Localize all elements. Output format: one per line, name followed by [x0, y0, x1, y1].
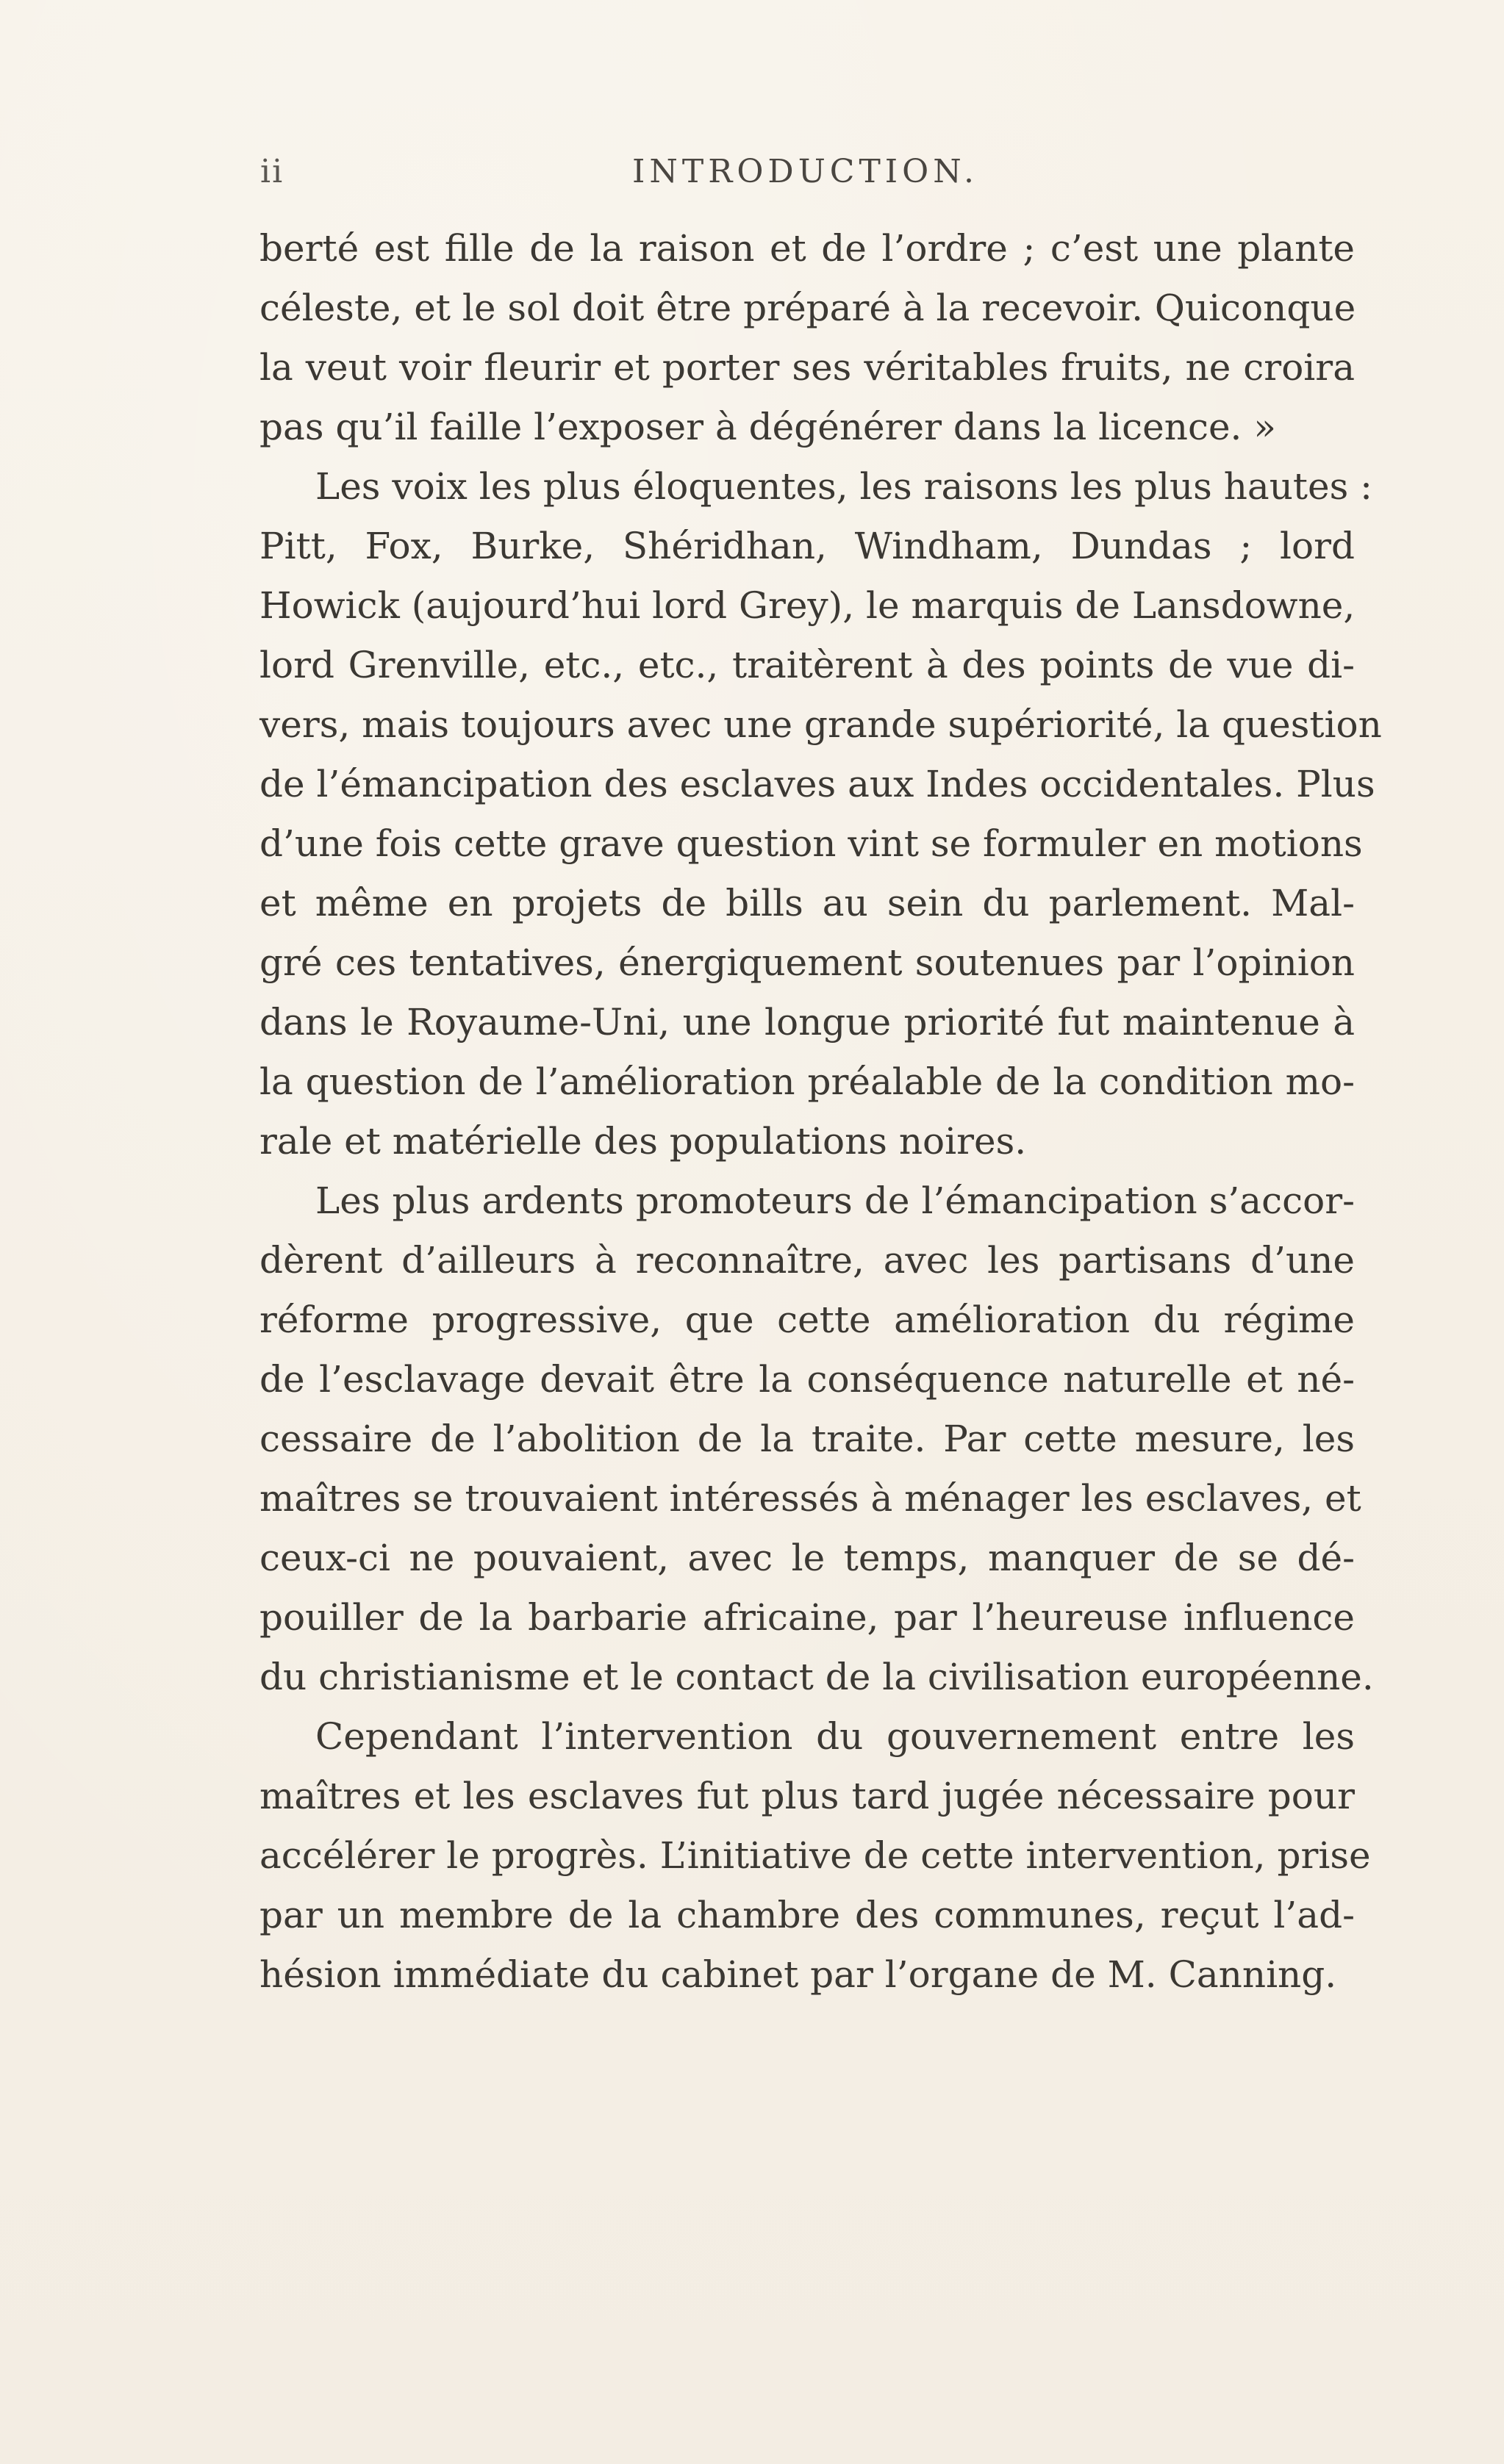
text-line: berté est fille de la raison et de l’ordre ; c’est une plante [259, 227, 1355, 270]
text-line: maîtres et les esclaves fut plus tard jugée nécessaire pour [259, 1775, 1355, 1817]
text-line: Les plus ardents promoteurs de l’émancipation s’accor- [315, 1179, 1355, 1222]
text-line: cessaire de l’abolition de la traite. Par cette mesure, les [259, 1418, 1355, 1460]
text-line: par un membre de la chambre des communes, reçut l’ad- [259, 1894, 1355, 1936]
text-line: hésion immédiate du cabinet par l’organe de M. Canning. [259, 1953, 1337, 1996]
text-line: la veut voir fleurir et porter ses véritables fruits, ne croira [259, 346, 1355, 389]
page-number: ii [260, 153, 284, 190]
text-line: la question de l’amélioration préalable de la condition mo- [259, 1060, 1355, 1103]
text-line: lord Grenville, etc., etc., traitèrent à des points de vue di- [259, 644, 1355, 686]
text-line: pas qu’il faille l’exposer à dégénérer dans la licence. » [259, 406, 1276, 448]
text-line: dans le Royaume-Uni, une longue priorité fut maintenue à [259, 1001, 1355, 1044]
text-line: accélérer le progrès. L’initiative de cette intervention, prise [259, 1834, 1371, 1877]
text-line: de l’esclavage devait être la conséquence naturelle et né- [259, 1358, 1355, 1401]
text-line: Les voix les plus éloquentes, les raisons les plus hautes : [315, 465, 1373, 508]
text-line: d’une fois cette grave question vint se formuler en motions [259, 822, 1363, 865]
text-line: céleste, et le sol doit être préparé à la recevoir. Quiconque [259, 287, 1356, 329]
text-line: et même en projets de bills au sein du parlement. Mal- [259, 882, 1355, 924]
text-line: Cependant l’intervention du gouvernement entre les [315, 1715, 1355, 1758]
text-line: rale et matérielle des populations noires. [259, 1120, 1027, 1163]
text-line: ceux-ci ne pouvaient, avec le temps, manquer de se dé- [259, 1537, 1355, 1579]
text-line: du christianisme et le contact de la civilisation européenne. [259, 1656, 1374, 1698]
text-line: vers, mais toujours avec une grande supériorité, la question [259, 703, 1382, 746]
text-line: Howick (aujourd’hui lord Grey), le marquis de Lansdowne, [259, 584, 1356, 627]
text-line: réforme progressive, que cette amélioration du régime [259, 1299, 1355, 1341]
running-head [0, 153, 1504, 204]
running-title: INTRODUCTION. [632, 153, 978, 190]
text-line: dèrent d’ailleurs à reconnaître, avec les partisans d’une [259, 1239, 1355, 1282]
text-line: maîtres se trouvaient intéressés à ménager les esclaves, et [259, 1477, 1361, 1520]
text-line: pouiller de la barbarie africaine, par l’heureuse influence [259, 1596, 1355, 1639]
text-line: Pitt, Fox, Burke, Shéridhan, Windham, Dundas ; lord [259, 525, 1355, 567]
text-line: gré ces tentatives, énergiquement soutenues par l’opinion [259, 941, 1355, 984]
body-text [259, 219, 1382, 2005]
text-line: de l’émancipation des esclaves aux Indes occidentales. Plus [259, 763, 1375, 805]
